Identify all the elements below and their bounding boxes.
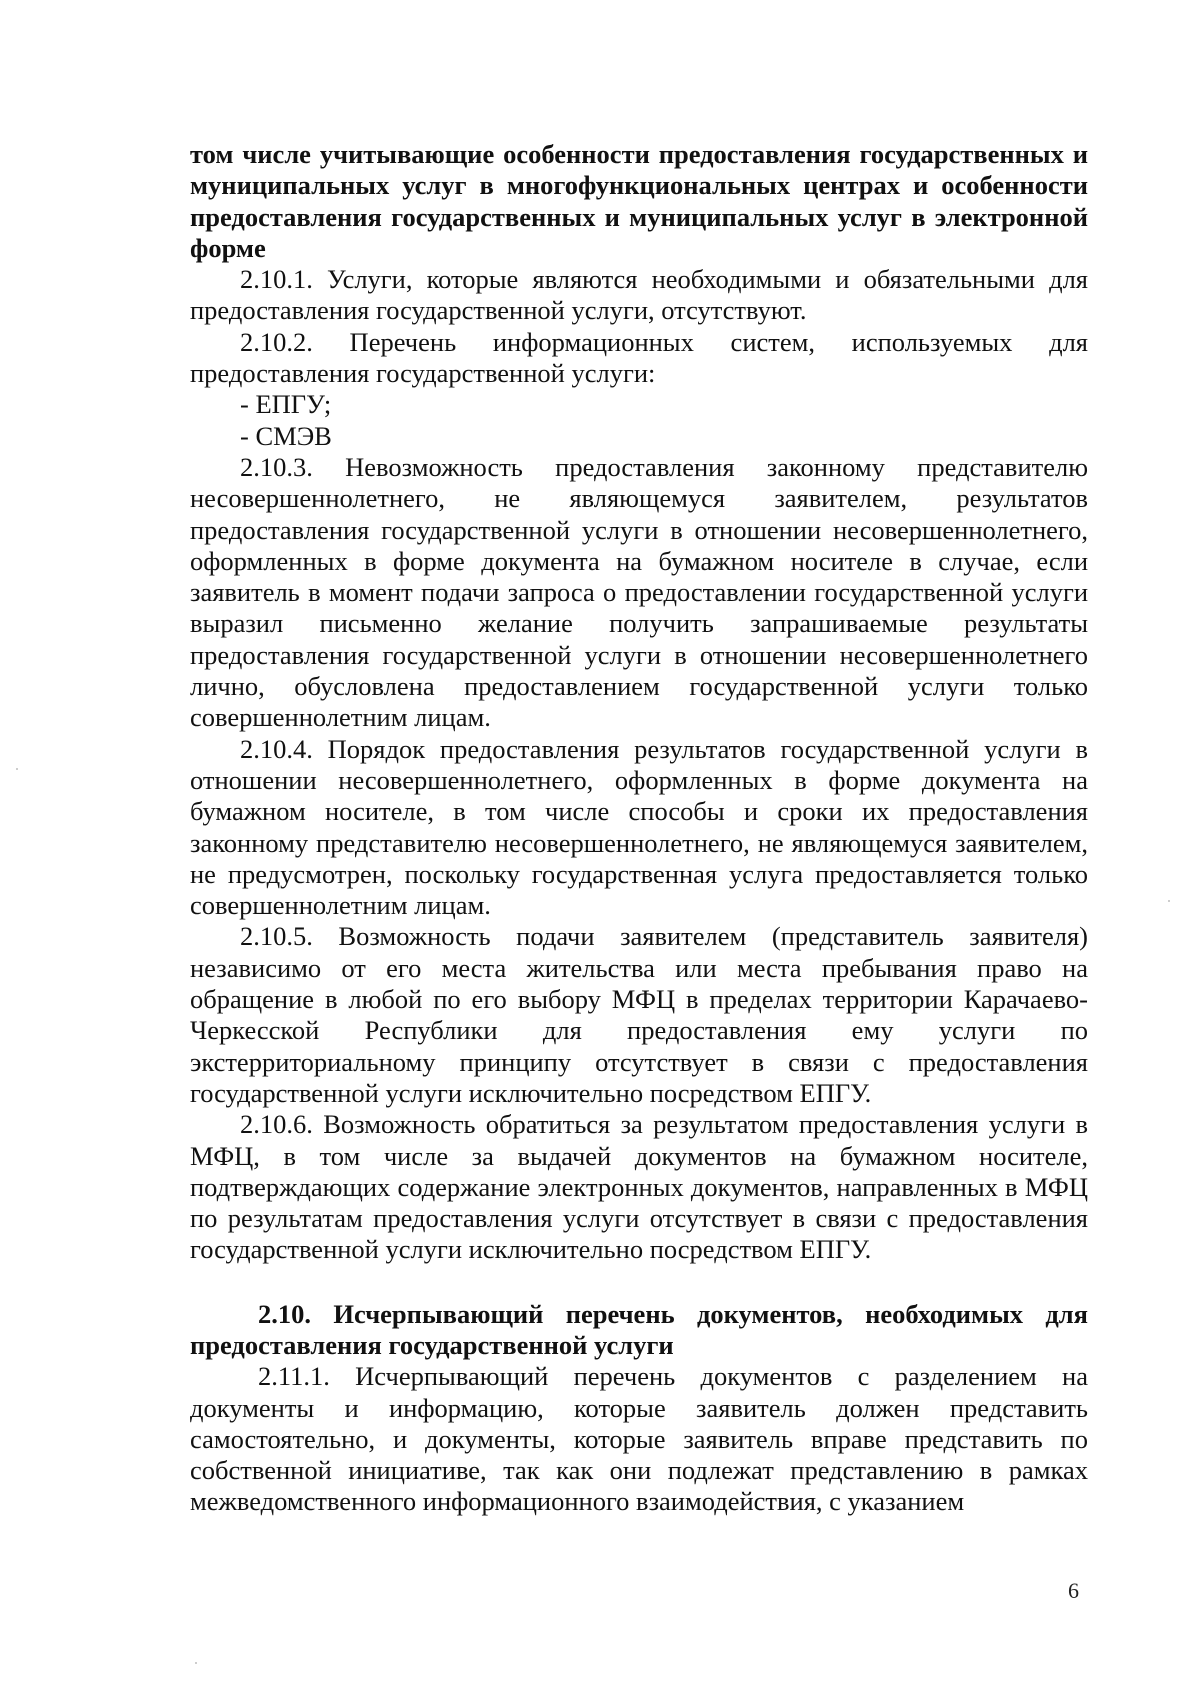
paragraph-2-10-5: 2.10.5. Возможность подачи заявителем (представитель заявителя) независимо от его места жительства или места пребывания право на обращение в любой по его выбору МФЦ в пределах территории Карачаево-Черкесской Республики для предоставления ему услуги по экстерриториальному принципу отсутствует в связи с предоставления государственной услуги исключительно посредством ЕПГУ.	[190, 921, 1088, 1108]
paragraph-2-10-1: 2.10.1. Услуги, которые являются необходимыми и обязательными для предоставления государственной услуги, отсутствуют.	[190, 264, 1088, 326]
list-item-smev: - СМЭВ	[240, 420, 332, 451]
document-body	[190, 139, 1088, 1518]
heading-continuation: том числе учитывающие особенности предоставления государственных и муниципальных услуг в многофункциональных центрах и особенности предоставления государственных и муниципальных услуг в электронной форме	[190, 139, 1088, 263]
paragraph-2-10-6: 2.10.6. Возможность обратиться за результатом предоставления услуги в МФЦ, в том числе за выдачей документов на бумажном носителе, подтверждающих содержание электронных документов, направленных в МФЦ по результатам предоставления услуги отсутствует в связи с предоставления государственной услуги исключительно посредством ЕПГУ.	[190, 1109, 1088, 1265]
paragraph-2-10-3: 2.10.3. Невозможность предоставления законному представителю несовершеннолетнего, не являющемуся заявителем, результатов предоставления государственной услуги в отношении несовершеннолетнего, оформленных в форме документа на бумажном носителе в случае, если заявитель в момент подачи запроса о предоставлении государственной услуги выразил письменно желание получить запрашиваемые результаты предоставления государственной услуги в отношении несовершеннолетнего лично, обусловлена предоставлением государственной услуги только совершеннолетним лицам.	[190, 451, 1088, 733]
page-number: 6	[1068, 1578, 1079, 1603]
paragraph-2-10-2: 2.10.2. Перечень информационных систем, используемых для предоставления государственной услуги:	[190, 326, 1088, 389]
paragraph-2-11-1: 2.11.1. Исчерпывающий перечень документов с разделением на документы и информацию, которые заявитель должен представить самостоятельно, и документы, которые заявитель вправе представить по собственной инициативе, так как они подлежат представлению в рамках межведомственного информационного взаимодействия, с указанием	[190, 1361, 1088, 1517]
scan-artifact	[16, 768, 18, 770]
scan-artifact	[1168, 900, 1170, 902]
section-heading-2-10: 2.10. Исчерпывающий перечень документов, необходимых для предоставления государственной услуги	[190, 1298, 1088, 1360]
list-item-epgu: - ЕПГУ;	[240, 389, 332, 420]
paragraph-2-10-4: 2.10.4. Порядок предоставления результатов государственной услуги в отношении несовершеннолетнего, оформленных в форме документа на бумажном носителе, в том числе способы и сроки их предоставления законному представителю несовершеннолетнего, не являющемуся заявителем, не предусмотрен, поскольку государственная услуга предоставляется только совершеннолетним лицам.	[190, 733, 1088, 921]
scan-artifact	[195, 1662, 197, 1664]
